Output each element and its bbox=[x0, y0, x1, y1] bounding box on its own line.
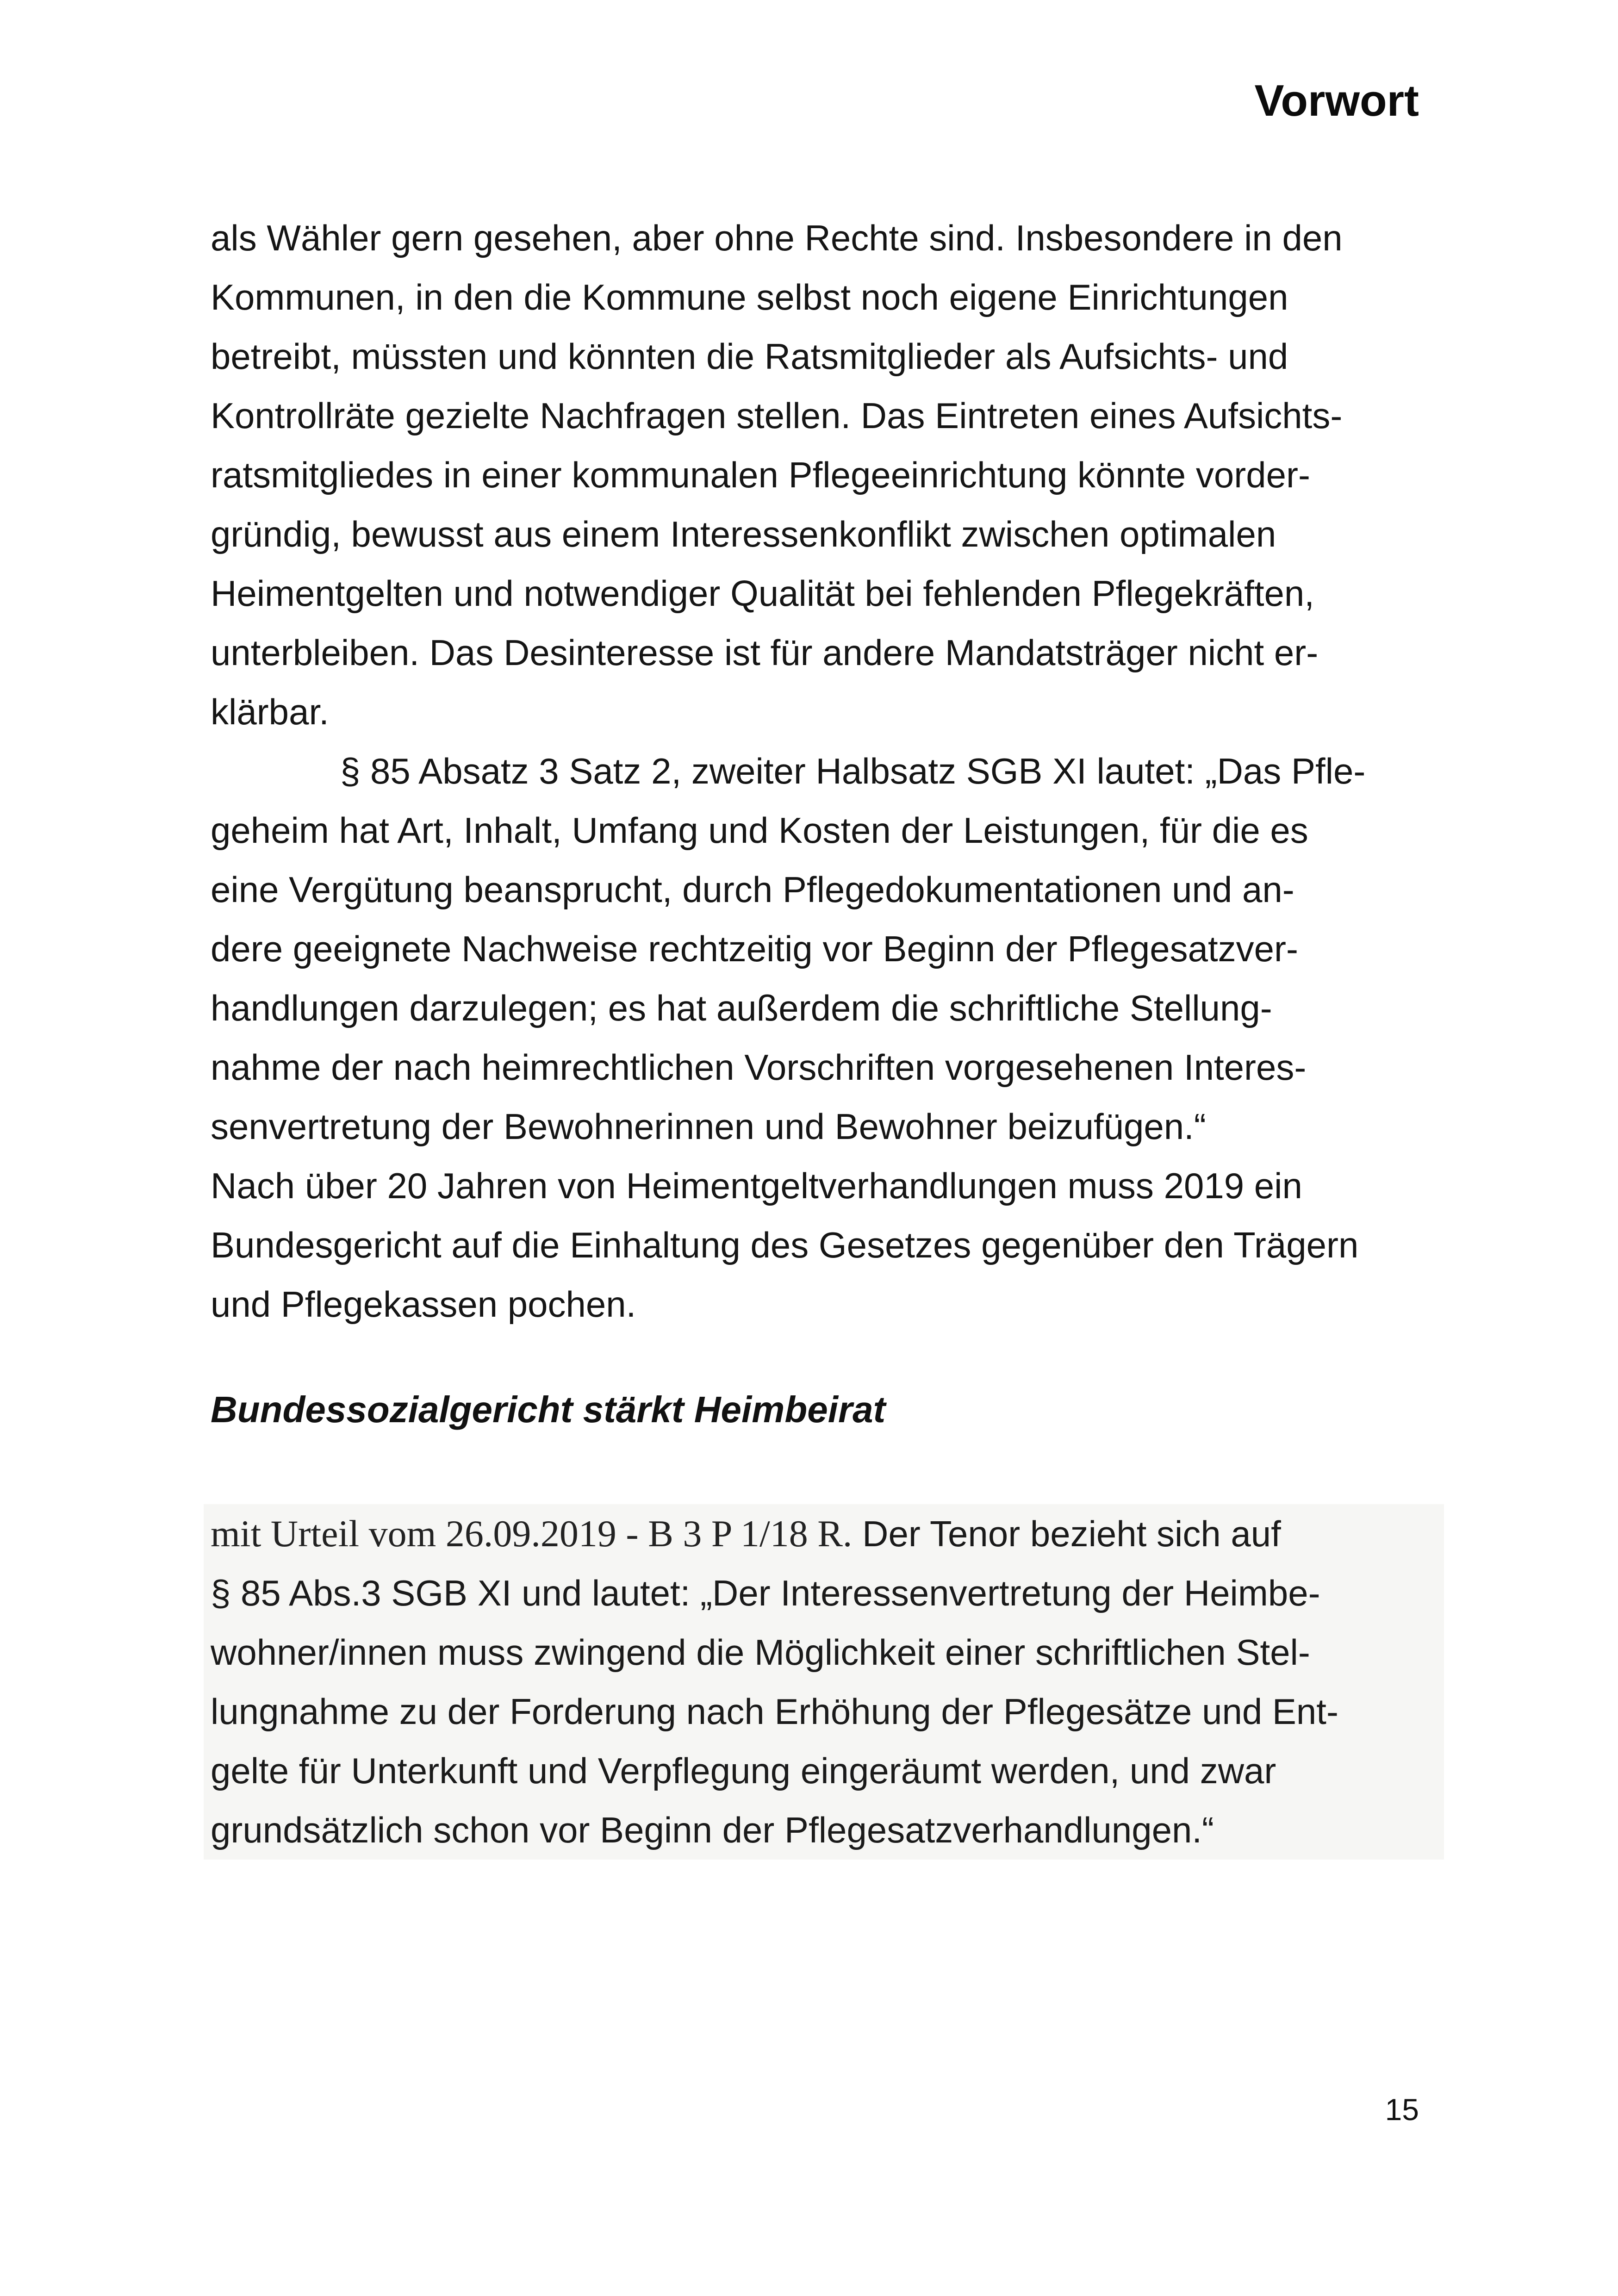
text-line: eine Vergütung beansprucht, durch Pflegedokumentationen und an- bbox=[211, 869, 1294, 910]
text-line: Kontrollräte gezielte Nachfragen stellen. Das Eintreten eines Aufsichts- bbox=[211, 395, 1343, 436]
text-line: handlungen darzulegen; es hat außerdem die schriftliche Stellung- bbox=[211, 988, 1272, 1028]
paragraph-3 bbox=[211, 1156, 1432, 1334]
ruling-reference: mit Urteil vom 26.09.2019 - B 3 P 1/18 R. bbox=[211, 1512, 853, 1555]
text-line bbox=[204, 1504, 1444, 1563]
text-line: dere geeignete Nachweise rechtzeitig vor Beginn der Pflegesatzver- bbox=[211, 928, 1298, 969]
paragraph-1 bbox=[211, 208, 1432, 741]
chapter-header: Vorwort bbox=[1254, 76, 1419, 125]
text-line: unterbleiben. Das Desinteresse ist für andere Mandatsträger nicht er- bbox=[211, 632, 1319, 673]
body-text bbox=[211, 208, 1432, 1334]
text-line: klärbar. bbox=[211, 691, 329, 732]
text-line: wohner/innen muss zwingend die Möglichkeit einer schriftlichen Stel- bbox=[204, 1623, 1444, 1682]
text-line: nahme der nach heimrechtlichen Vorschriften vorgesehenen Interes- bbox=[211, 1047, 1307, 1088]
court-ruling-block bbox=[204, 1504, 1444, 1860]
section-heading: Bundessozialgericht stärkt Heimbeirat bbox=[211, 1389, 886, 1430]
text-line: geheim hat Art, Inhalt, Umfang und Kosten der Leistungen, für die es bbox=[211, 810, 1308, 851]
text-line: § 85 Absatz 3 Satz 2, zweiter Halbsatz SGB XI lautet: „Das Pfle- bbox=[340, 751, 1366, 791]
text-line: und Pflegekassen pochen. bbox=[211, 1284, 636, 1325]
paragraph-2 bbox=[211, 741, 1432, 1156]
text-line: senvertretung der Bewohnerinnen und Bewohner beizufügen.“ bbox=[211, 1106, 1206, 1147]
text-line: lungnahme zu der Forderung nach Erhöhung der Pflegesätze und Ent- bbox=[204, 1682, 1444, 1741]
ruling-intro: Der Tenor bezieht sich auf bbox=[852, 1513, 1281, 1554]
text-line: Bundesgericht auf die Einhaltung des Gesetzes gegenüber den Trägern bbox=[211, 1225, 1359, 1265]
text-line: ratsmitgliedes in einer kommunalen Pflegeeinrichtung könnte vorder- bbox=[211, 454, 1310, 495]
text-line: Nach über 20 Jahren von Heimentgeltverhandlungen muss 2019 ein bbox=[211, 1165, 1302, 1206]
text-line: Kommunen, in den die Kommune selbst noch eigene Einrichtungen bbox=[211, 277, 1288, 317]
text-line: Heimentgelten und notwendiger Qualität bei fehlenden Pflegekräften, bbox=[211, 573, 1314, 614]
text-line: betreibt, müssten und könnten die Ratsmitglieder als Aufsichts- und bbox=[211, 336, 1288, 377]
text-line: gelte für Unterkunft und Verpflegung eingeräumt werden, und zwar bbox=[204, 1741, 1444, 1800]
text-line: als Wähler gern gesehen, aber ohne Rechte sind. Insbesondere in den bbox=[211, 218, 1343, 258]
text-line: § 85 Abs.3 SGB XI und lautet: „Der Interessenvertretung der Heimbe- bbox=[204, 1563, 1444, 1623]
text-line: gründig, bewusst aus einem Interessenkonflikt zwischen optimalen bbox=[211, 514, 1276, 554]
page-number: 15 bbox=[1385, 2092, 1419, 2127]
text-line: grundsätzlich schon vor Beginn der Pflegesatzverhandlungen.“ bbox=[204, 1800, 1444, 1860]
